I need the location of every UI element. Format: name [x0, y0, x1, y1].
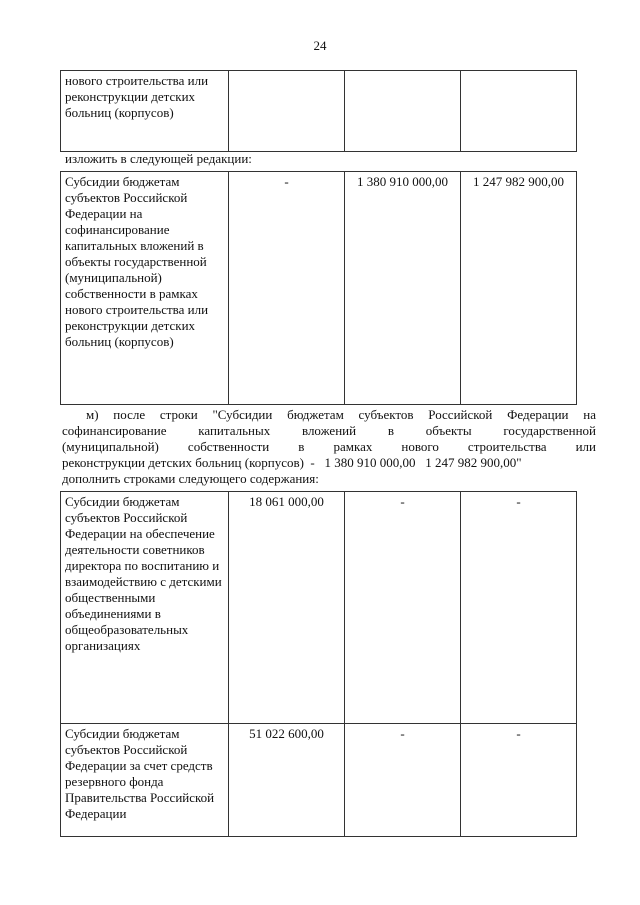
row-name-cell: Субсидии бюджетам субъектов Российской Федерации на обеспечение деятельности советников директора по воспитанию и взаимодействию с детскими общественными объединениями в общеобразовательных организациях	[61, 492, 229, 724]
table-row	[61, 492, 577, 724]
paragraph-line: реконструкции детских больниц (корпусов) - 1 380 910 000,00 1 247 982 900,00"	[62, 455, 522, 470]
table-row	[61, 724, 577, 837]
value-cell: -	[461, 492, 577, 724]
page-number: 24	[313, 38, 327, 53]
row-name-cell: нового строительства или реконструкции детских больниц (корпусов)	[61, 71, 229, 152]
table-new-edition	[60, 171, 577, 405]
value-cell	[229, 71, 345, 152]
paragraph-m	[62, 407, 596, 487]
row-name-cell: Субсидии бюджетам субъектов Российской Федерации за счет средств резервного фонда Правительства Российской Федерации	[61, 724, 229, 837]
value-cell	[461, 71, 577, 152]
row-name-cell: Субсидии бюджетам субъектов Российской Федерации на софинансирование капитальных вложений в объекты государственной (муниципальной) собственности в рамках нового строительства или реконструкции детских больниц (корпусов)	[61, 172, 229, 405]
paragraph-line: м) после строки "Субсидии бюджетам субъектов Российской Федерации на	[86, 407, 596, 422]
table-row	[61, 71, 577, 152]
paragraph-line: дополнить строками следующего содержания:	[62, 471, 319, 486]
instruction-text: изложить в следующей редакции:	[65, 151, 252, 166]
value-cell: -	[461, 724, 577, 837]
value-cell	[345, 71, 461, 152]
table-continued	[60, 70, 577, 152]
value-cell: 1 247 982 900,00	[461, 172, 577, 405]
table-added-rows	[60, 491, 577, 837]
value-cell: -	[345, 724, 461, 837]
value-cell: 18 061 000,00	[229, 492, 345, 724]
paragraph-line: (муниципальной) собственности в рамках нового строительства или	[62, 439, 596, 454]
value-cell: -	[345, 492, 461, 724]
value-cell: 1 380 910 000,00	[345, 172, 461, 405]
paragraph-line: софинансирование капитальных вложений в объекты государственной	[62, 423, 596, 438]
value-cell: 51 022 600,00	[229, 724, 345, 837]
table-row	[61, 172, 577, 405]
value-cell: -	[229, 172, 345, 405]
